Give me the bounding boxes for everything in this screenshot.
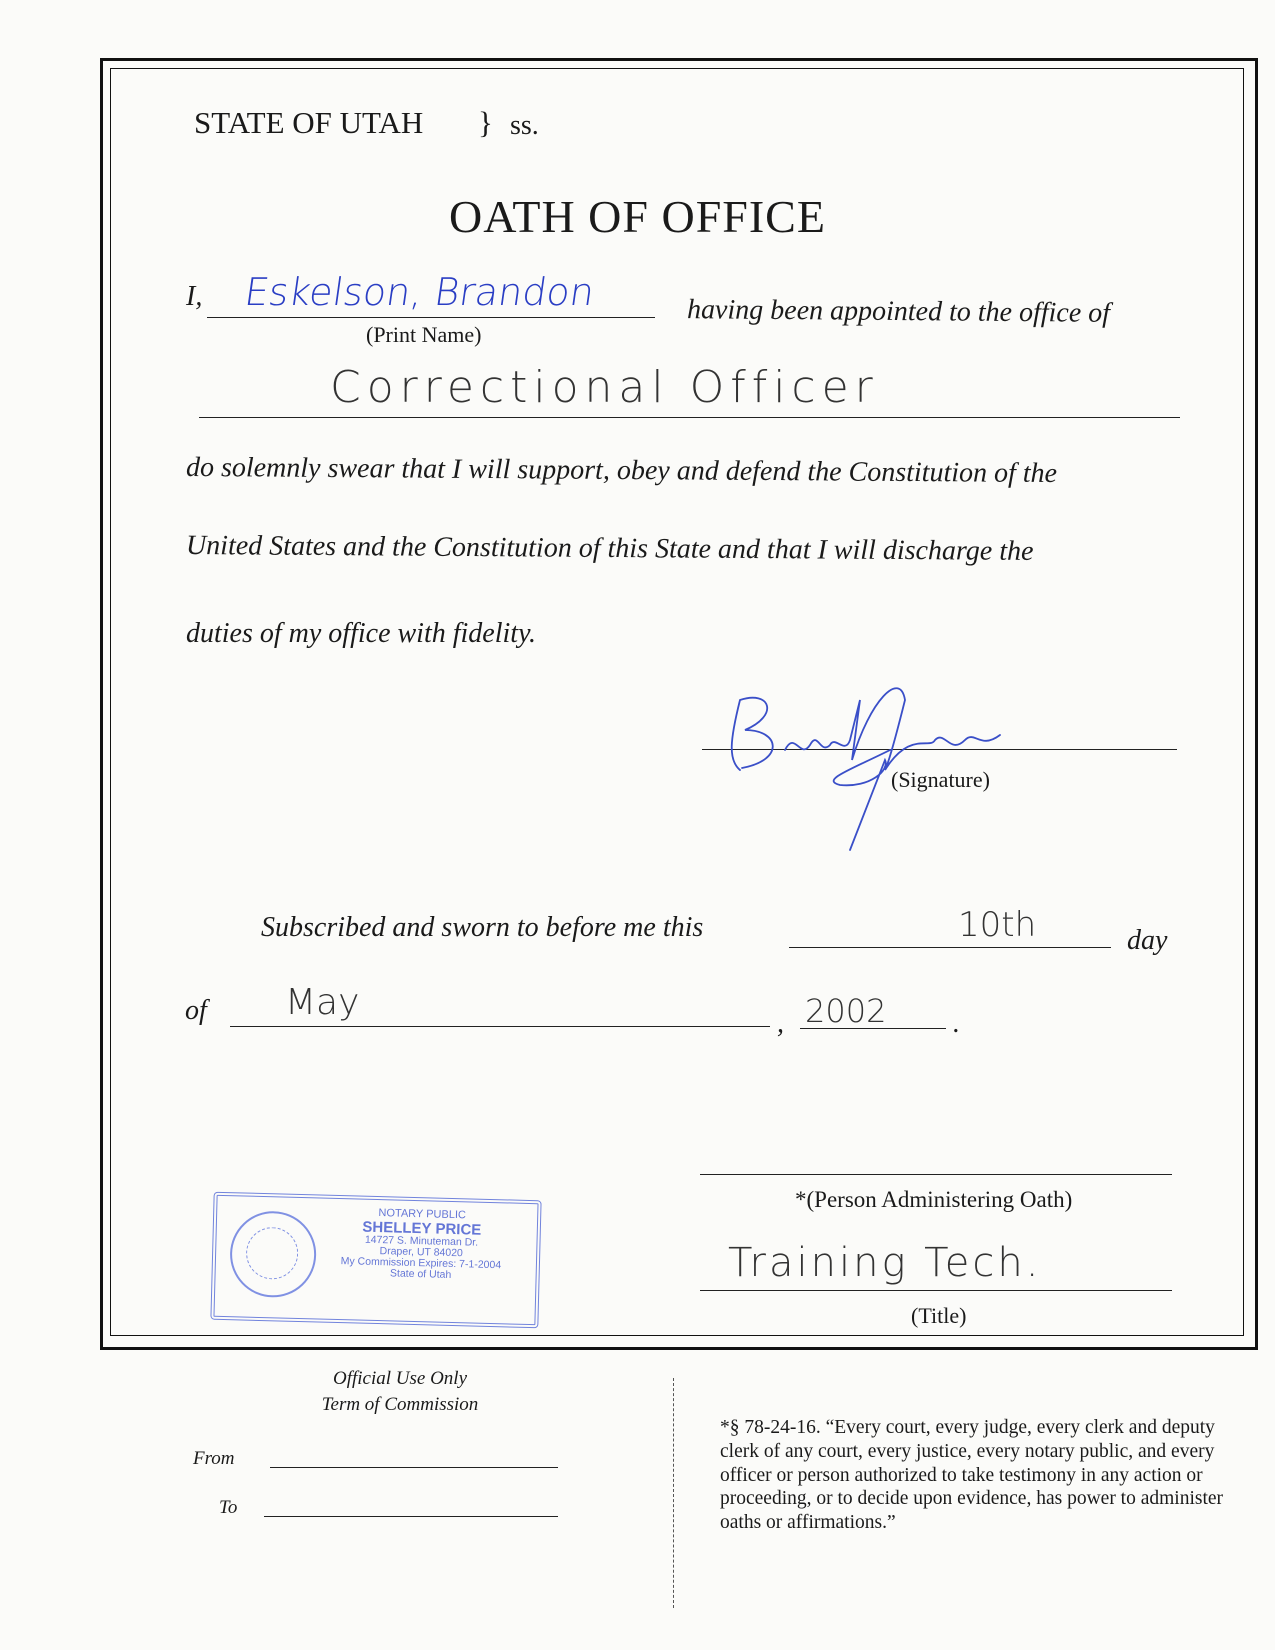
year-handwriting: 2002 (805, 992, 887, 1030)
period: . (953, 1008, 960, 1039)
stamp-line-2: SHELLEY PRICE (362, 1218, 482, 1239)
stamp-line-1: NOTARY PUBLIC (378, 1207, 467, 1222)
oath-text-line-2: United States and the Constitution of this State and that I will discharge the (185, 530, 1034, 567)
month-handwriting: May (285, 982, 360, 1023)
official-use-heading (300, 1366, 500, 1417)
print-name-line (207, 317, 655, 318)
office-line (199, 417, 1180, 418)
office-handwriting: Correctional Officer (330, 362, 879, 413)
stamp-line-4: Draper, UT 84020 (379, 1245, 463, 1260)
title-line (700, 1290, 1172, 1291)
notary-stamp (210, 1192, 541, 1329)
month-line (230, 1026, 770, 1027)
stamp-line-6: State of Utah (389, 1267, 452, 1282)
day-line (789, 947, 1111, 948)
to-line (264, 1516, 558, 1517)
stamp-line-3: 14727 S. Minuteman Dr. (364, 1234, 479, 1249)
signature-label: (Signature) (891, 767, 990, 792)
official-use-heading-1: Official Use Only (332, 1368, 468, 1389)
title-handwriting: Training Tech. (728, 1240, 1042, 1286)
stamp-line-5: My Commission Expires: 7-1-2004 (340, 1255, 502, 1272)
footer-divider (673, 1378, 674, 1608)
document-title: OATH OF OFFICE (449, 191, 826, 242)
i-prefix: I, (186, 281, 203, 312)
statute-footnote: *§ 78-24-16. “Every court, every judge, every clerk and deputy clerk of any court, every justice, every notary public, and every officer or person authorized to take testimony in any action or proceeding, or to decide upon evidence, has power to administer oaths or affirmations.” (720, 1417, 1224, 1534)
comma: , (777, 1008, 784, 1039)
notary-seal-icon (229, 1210, 317, 1298)
to-label: To (219, 1497, 238, 1518)
title-label: (Title) (911, 1303, 967, 1328)
print-name-label: (Print Name) (366, 322, 482, 347)
from-line (270, 1467, 558, 1468)
day-handwriting: 10th (958, 905, 1037, 945)
signature-image (700, 660, 1040, 865)
ss-label: ss. (510, 110, 539, 141)
form-inner-border (110, 68, 1244, 1336)
from-label: From (193, 1448, 235, 1469)
of-label: of (185, 995, 207, 1026)
printed-name-handwriting: Eskelson, Brandon (241, 270, 598, 314)
having-been-appointed-text: having been appointed to the office of (686, 294, 1111, 329)
oath-text-line-1: do solemnly swear that I will support, obey and defend the Constitution of the (185, 451, 1058, 490)
term-of-commission-heading: Term of Commission (321, 1393, 479, 1415)
brace-symbol: } (478, 105, 493, 140)
oath-text-line-3: duties of my office with fidelity. (186, 618, 536, 649)
administrator-signature-line (700, 1174, 1172, 1175)
day-label: day (1127, 925, 1168, 956)
administrator-label: *(Person Administering Oath) (795, 1187, 1073, 1212)
subscribed-text: Subscribed and sworn to before me this (261, 912, 704, 943)
state-heading: STATE OF UTAH (194, 105, 424, 140)
